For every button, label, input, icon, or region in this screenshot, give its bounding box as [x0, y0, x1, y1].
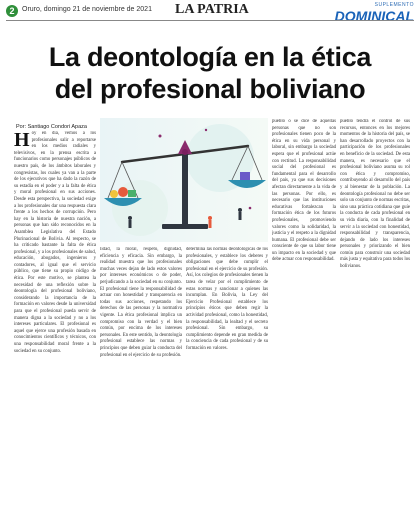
- supplement-label: SUPLEMENTO: [374, 2, 414, 8]
- column-3-text: determina las normas deontológicas de los profesionales, y establece los deberes y obligaciones que debe cumplir el profesional en el ejercicio de su profesión. Así, los colegios de profesionales tienen la tarea de velar por el cumplimiento de estas normas y sancionar a quienes las incumplan. En Bolivia, la Ley del Ejercicio Profesional establece los principios éticos que deben regir la actividad profesional, como la honestidad, la responsabilidad, la lealtad y el secreto profesional. Sin embargo, su cumplimiento depende en gran medida de la conciencia de cada profesional y de su formación en valores.: [186, 247, 268, 351]
- scale-icon: [100, 118, 268, 242]
- article-column-5: [340, 119, 410, 517]
- page-number-badge: 2: [6, 5, 18, 17]
- column-2-text: lidad, la moral, respeto, dignidad, eficiencia y eficacia. Sin embargo, la realidad muestra que los profesionales muchas veces dejan de lado estos valores por intereses económicos o de poder, perjudicando a la sociedad en su conjunto. El profesional tiene la responsabilidad de actuar con honestidad y transparencia en todas sus acciones, respetando los derechos de las personas y la normativa vigente. La ética profesional implica un compromiso con la verdad y el bien común, por encima de los intereses personales. En este sentido, la deontología profesional establece las normas y principios que deben guiar la conducta del profesional en el ejercicio de su profesión.: [100, 247, 182, 358]
- article-title-line-2: del profesional boliviano: [54, 74, 366, 104]
- supplement-name: DOMINICAL: [334, 8, 414, 24]
- drop-cap: H: [14, 131, 30, 151]
- dateline: Oruro, domingo 21 de noviembre de 2021: [22, 6, 152, 13]
- publication-name: LA PATRIA: [175, 2, 249, 17]
- column-1-text: oy en día, vemos a los profesionales salir a reportarse en los medios radiales y televisivos, en la prensa escrita a funcionarios como personajes públicos de nuestro país, de los ámbitos laborales y congresistas, los cuales ya van a la parte de los ejecutivos que ha dado la razón de su estadía en el poder y a la falta de ética y moral profesional en sus acciones. Desde esta perspectiva, la sociedad exige a los profesionales dar una respuesta clara frente a los hechos de corrupción. Pero hay en la historia de nuestra nación, a personas que han sido reconocidos en la Asamblea Legislativa del Estado Plurinacional de Bolivia. Al respecto, se ha criticado bastante la falta de ética profesional, y a los profesionales de salud, educación, abogados, ingenieros y contadores, al igual que el servicio público, que tiene su propio código de ética. Por este motivo, se plantea la necesidad de una reflexión sobre la deontología del profesional boliviano, considerando la importancia de la formación en valores desde la universidad para que el profesional pueda servir de manera digna a la sociedad y no a los intereses particulares. El profesional es aquel que ejerce una profesión basada en conocimientos científicos y técnicos, con una responsabilidad moral frente a la sociedad en su conjunto.: [14, 131, 96, 354]
- article-column-2: [100, 247, 182, 517]
- column-4-text: pueblo o se dice de aquellas personas que no son profesionales tienen poco de la ética en su vida personal y laboral, sin embargo la sociedad espera que el profesional actúe con rectitud. La responsabilidad social del profesional es fundamental para el desarrollo del país, ya que sus decisiones afectan directamente a la vida de las personas. Por ello, es necesario que las instituciones educativas fortalezcan la formación ética de los futuros profesionales, promoviendo valores como la solidaridad, la justicia y el respeto a la dignidad humana. El profesional debe ser consciente de que su labor tiene un impacto en la sociedad y que debe actuar con responsabilidad.: [272, 119, 336, 263]
- scale-of-justice-illustration: [100, 118, 268, 242]
- article-author: Por: Santiago Condori Apaza: [16, 124, 87, 130]
- article-title-line-1: La deontología en la ética: [48, 42, 372, 72]
- article-column-3: [186, 247, 268, 517]
- column-5-text: pueblo tendrá el control de sus recursos, entonces en los mejores momentos de la historia del país, se han desarrollado proyectos con la participación de los profesionales en beneficio de la sociedad. De esta manera, es necesario que el profesional boliviano asuma su rol con ética y compromiso, contribuyendo al desarrollo del país y al bienestar de la población. La deontología profesional no debe ser solo un conjunto de normas escritas, sino una práctica cotidiana que guíe la conducta de cada profesional en su vida diaria, con la finalidad de servir a la sociedad con honestidad, responsabilidad y transparencia, dejando de lado los intereses personales y priorizando el bien común para construir una sociedad más justa y equitativa para todos los bolivianos.: [340, 119, 410, 270]
- article-column-1: [14, 131, 96, 517]
- page-header: [0, 0, 420, 40]
- header-rule: [6, 20, 414, 21]
- article-column-4: [272, 119, 336, 517]
